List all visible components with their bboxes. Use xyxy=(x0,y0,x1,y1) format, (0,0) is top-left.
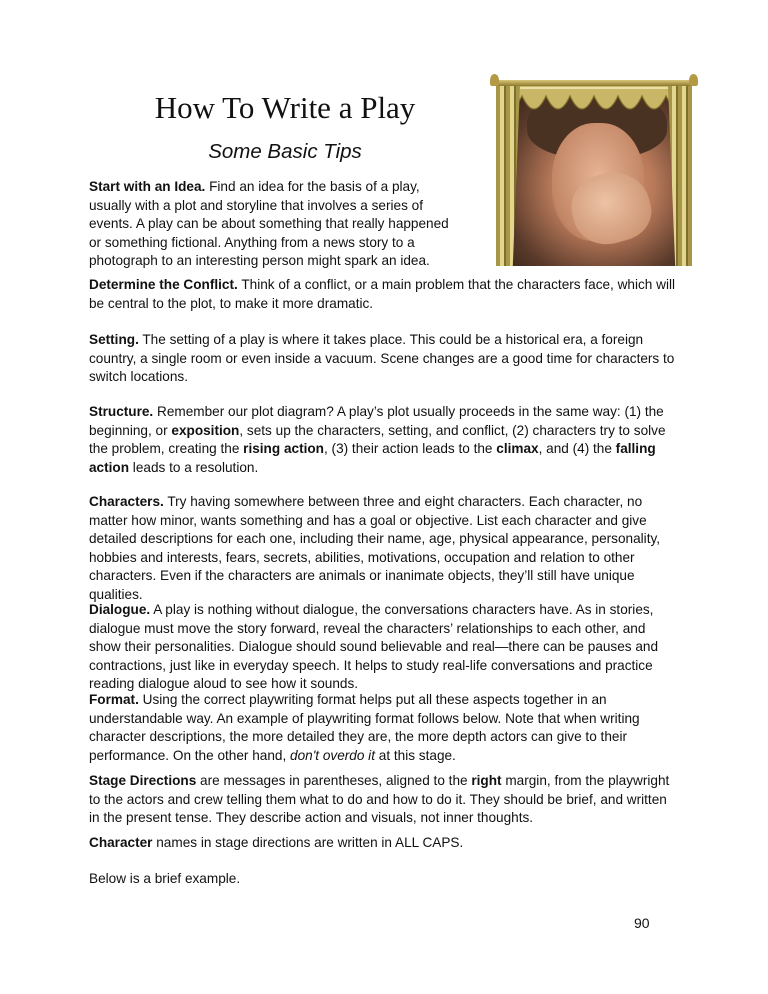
heading-format: Format. xyxy=(89,692,139,707)
curtain-photo xyxy=(490,72,698,267)
page-subtitle: Some Basic Tips xyxy=(208,140,362,163)
heading-character-names: Character xyxy=(89,835,153,850)
page-title: How To Write a Play xyxy=(154,90,416,125)
paragraph-stage-directions: Stage Directions are messages in parentheses, aligned to the right margin, from the playwright to the actors and crew telling them what to do and how to do it. They should be brief, and written in the present tense. They describe action and visuals, not inner thoughts. xyxy=(89,773,670,826)
heading-dialogue: Dialogue. xyxy=(89,602,151,617)
paragraph-characters: Characters. Try having somewhere between three and eight characters. Each character, no matter how minor, wants something and has a goal or objective. List each character and give detailed descriptions for each one, including their name, age, physical appearance, personality, hobbies and interests, fears, secrets, abilities, motivations, occupation and relation to other characters. Even if the characters are animals or inanimate objects, they’ll still have unique qualities. xyxy=(89,494,661,602)
curtain-rod xyxy=(494,80,694,86)
paragraph-idea: Start with an Idea. Find an idea for the basis of a play, usually with a plot and storyline that involves a series of events. A play can be about something that really happened or something fictional. Anything from a news story to a photograph to an interesting person might spark an idea. xyxy=(89,179,449,269)
page-number: 90 xyxy=(634,915,650,931)
paragraph-structure: Structure. Remember our plot diagram? A play’s plot usually proceeds in the same way: (1) the beginning, or exposition, sets up the characters, setting, and conflict, (2) characters try to solve the problem, creating the rising action, (3) their action leads to the climax, and (4) the falling action leads to a resolution. xyxy=(89,404,666,475)
paragraph-example-intro: Below is a brief example. xyxy=(89,871,241,886)
heading-characters: Characters. xyxy=(89,494,164,509)
paragraph-conflict: Determine the Conflict. Think of a conflict, or a main problem that the characters face, which will be central to the plot, to make it more dramatic. xyxy=(89,277,676,311)
heading-stage-directions: Stage Directions xyxy=(89,773,197,788)
heading-setting: Setting. xyxy=(89,332,139,347)
paragraph-dialogue: Dialogue. A play is nothing without dialogue, the conversations characters have. As in stories, dialogue must move the story forward, reveal the characters’ relationships to each other, and show their personalities. Dialogue should sound believable and real—there can be pauses and contractions, just like in everyday speech. It helps to study real-life conversations and practice reading dialogue aloud to see how it sounds. xyxy=(89,602,659,692)
heading-idea: Start with an Idea. xyxy=(89,179,206,194)
heading-structure: Structure. xyxy=(89,404,154,419)
paragraph-character-names: Character names in stage directions are written in ALL CAPS. xyxy=(89,835,464,850)
curtain-valance xyxy=(498,84,690,126)
paragraph-format: Format. Using the correct playwriting format helps put all these aspects together in an understandable way. An example of playwriting format follows below. Note that when writing character descriptions, the more detailed they are, the more depth actors can give to their performance. On the other hand, don't overdo it at this stage. xyxy=(89,692,640,763)
heading-conflict: Determine the Conflict. xyxy=(89,277,238,292)
paragraph-setting: Setting. The setting of a play is where it takes place. This could be a historical era, a foreign country, a single room or even inside a vacuum. Scene changes are a good time for characters to switch locations. xyxy=(89,332,675,385)
